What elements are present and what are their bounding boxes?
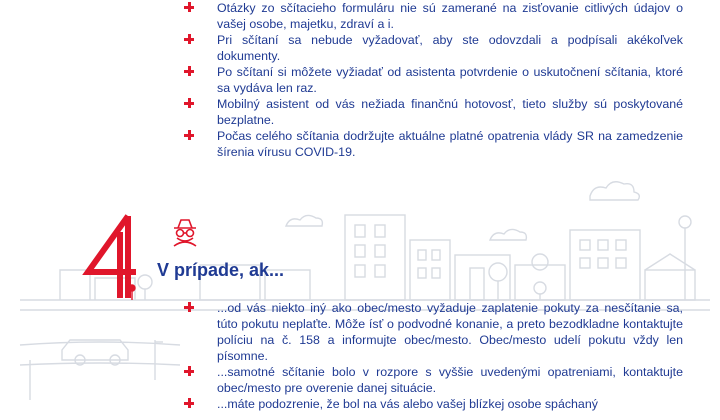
list-item: ...od vás niekto iný ako obec/mesto vyžaduje zaplatenie pokuty za nesčítanie sa, túto pokutu neplaťte. Môže ísť o podvodné konanie, a preto bezodkladne kontaktujte políciu na č. 158 a informujte obec/mesto. Obec/mesto udelí pokutu vždy len písomne. [183, 300, 683, 364]
plus-bullet-icon [184, 366, 194, 376]
svg-text:4: 4 [80, 197, 89, 214]
plus-bullet-icon [184, 34, 194, 44]
plus-bullet-icon [184, 2, 194, 12]
car [62, 340, 128, 365]
plus-bullet-icon [184, 398, 194, 408]
plus-bullet-icon [184, 98, 194, 108]
list-item: Počas celého sčítania dodržujte aktuálne platné opatrenia vlády SR na zamedzenie šírenia vírusu COVID-19. [183, 128, 683, 160]
plus-bullet-icon [184, 130, 194, 140]
section-number [80, 197, 160, 300]
list-item: Pri sčítaní sa nebude vyžadovať, aby ste odovzdali a podpísali akékoľvek dokumenty. [183, 32, 683, 64]
plus-bullet-icon [184, 66, 194, 76]
list-item: Mobilný asistent od vás nežiada finančnú hotovosť, tieto služby sú poskytované bezplatne. [183, 96, 683, 128]
clouds [286, 182, 639, 240]
plus-bullet-icon [184, 302, 194, 312]
instructions-list [183, 0, 683, 160]
list-item: Otázky zo sčítacieho formuláru nie sú zamerané na zisťovanie citlivých údajov o vašej osobe, majetku, zdraví a i. [183, 0, 683, 32]
list-item: ...máte podozrenie, že bol na vás alebo vašej blízkej osobe spáchaný [183, 396, 683, 412]
section-heading: V prípade, ak... [157, 260, 285, 280]
warning-list [183, 300, 683, 412]
streetlamps [30, 340, 163, 400]
list-item: Po sčítaní si môžete vyžiadať od asistenta potvrdenie o uskutočnení sčítania, ktoré sa vydáva len raz. [183, 64, 683, 96]
spy-icon [168, 214, 202, 248]
list-item: ...samotné sčítanie bolo v rozpore s vyššie uvedenými opatreniami, kontaktujte obec/mesto pre overenie danej situácie. [183, 364, 683, 396]
